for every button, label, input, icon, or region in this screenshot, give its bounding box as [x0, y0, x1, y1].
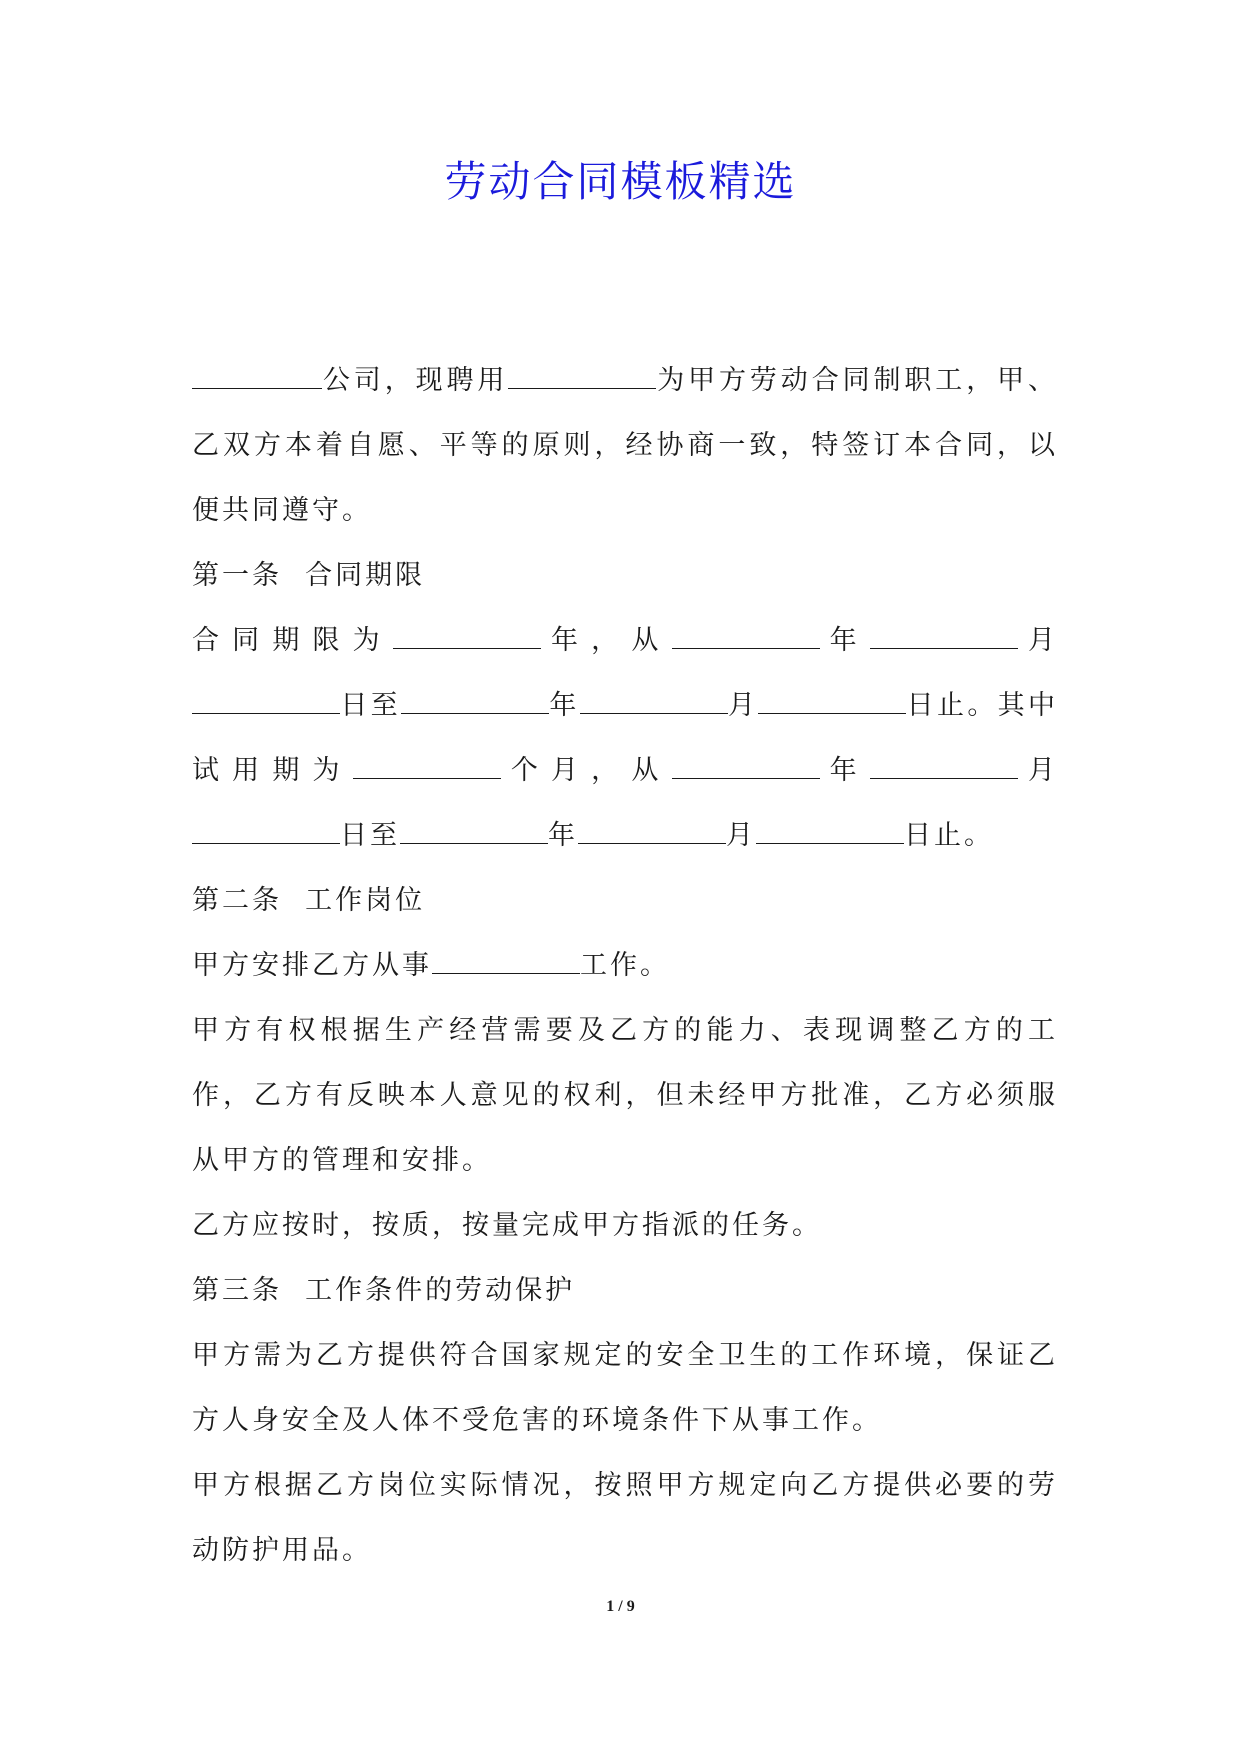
position-text: 甲方安排乙方从事	[192, 950, 432, 981]
employee-name-blank	[508, 366, 656, 389]
start-month-blank	[870, 626, 1018, 649]
article-1-term-paragraph	[192, 608, 1058, 868]
position-text: 工作。	[580, 950, 670, 981]
term-text: 月	[726, 820, 756, 851]
probation-months-blank	[353, 756, 501, 779]
document-body	[192, 348, 1058, 1583]
end-month-blank	[580, 691, 728, 714]
start-day-blank	[192, 691, 340, 714]
intro-paragraph	[192, 348, 1058, 543]
term-text: 日至	[340, 690, 401, 721]
term-text: 月	[727, 690, 759, 721]
article-3-paragraph-2: 甲方根据乙方岗位实际情况，按照甲方规定向乙方提供必要的劳动防护用品。	[192, 1470, 1058, 1566]
term-text: 个月，从	[500, 755, 672, 786]
end-year-blank	[401, 691, 549, 714]
article-2-paragraph-3: 乙方应按时，按质，按量完成甲方指派的任务。	[192, 1210, 822, 1241]
term-text: 月	[1017, 755, 1059, 786]
article-2-heading: 第二条 工作岗位	[192, 885, 426, 916]
term-text: 日止。	[904, 820, 994, 851]
term-text: 年	[548, 820, 578, 851]
article-2-paragraph-1	[192, 933, 1058, 998]
article-3-paragraph-1: 甲方需为乙方提供符合国家规定的安全卫生的工作环境，保证乙方人身安全及人体不受危害的环境条件下从事工作。	[192, 1340, 1058, 1436]
term-text: 年	[819, 625, 870, 656]
article-3-heading: 第三条 工作条件的劳动保护	[192, 1275, 576, 1306]
company-name-blank	[192, 366, 322, 389]
term-text: 年	[549, 690, 580, 721]
article-2-paragraph-2: 甲方有权根据生产经营需要及乙方的能力、表现调整乙方的工作，乙方有反映本人意见的权利，但未经甲方批准，乙方必须服从甲方的管理和安排。	[192, 1015, 1058, 1176]
job-position-blank	[432, 951, 580, 974]
probation-start-year-blank	[672, 756, 820, 779]
term-years-blank	[393, 626, 541, 649]
probation-end-day-blank	[756, 821, 904, 844]
document-title: 劳动合同模板精选	[444, 157, 797, 206]
probation-end-month-blank	[578, 821, 726, 844]
probation-end-year-blank	[400, 821, 548, 844]
term-text: 年，从	[540, 625, 672, 656]
term-text: 日至	[340, 820, 400, 851]
article-1-heading: 第一条 合同期限	[192, 560, 426, 591]
term-text: 月	[1017, 625, 1059, 656]
end-day-blank	[758, 691, 906, 714]
probation-start-month-blank	[870, 756, 1018, 779]
term-text: 日止。其中试用期为	[192, 690, 1059, 786]
start-year-blank	[672, 626, 820, 649]
term-text: 年	[819, 755, 870, 786]
page-number: 1 / 9	[606, 1598, 635, 1615]
intro-text-a: 公司，现聘用	[322, 365, 509, 396]
intro-text-b: 为甲方劳动合同制职工，甲、乙双方本着自愿、平等的原则，经协商一致，特签订本合同，以便共同遵守。	[192, 365, 1059, 526]
probation-start-day-blank	[192, 821, 340, 844]
term-text: 合同期限为	[192, 625, 393, 656]
